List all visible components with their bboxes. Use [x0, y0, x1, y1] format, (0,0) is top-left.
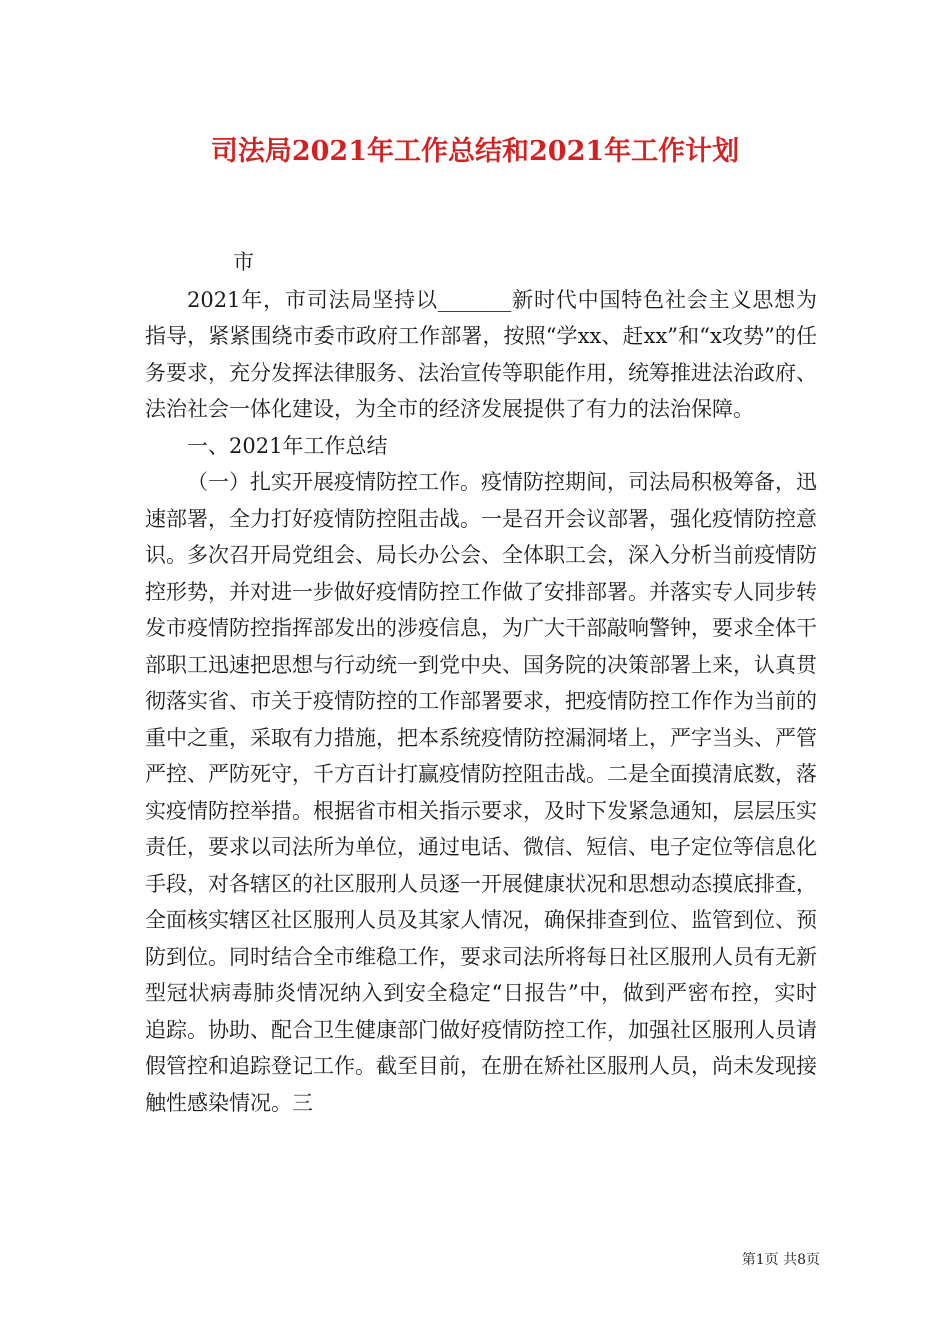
salutation: 市: [233, 250, 254, 274]
document-title: 司法局2021年工作总结和2021年工作计划: [210, 136, 740, 167]
page-number: 第1页 共8页: [741, 1252, 820, 1268]
body-paragraph: （一）扎实开展疫情防控工作。疫情防控期间，司法局积极筹备，迅速部署，全力打好疫情防控阻击战。一是召开会议部署，强化疫情防控意识。多次召开局党组会、局长办公会、全体职工会，深入分析当前疫情防控形势，并对进一步做好疫情防控工作做了安排部署。并落实专人同步转发市疫情防控指挥部发出的涉疫信息，为广大干部敲响警钟，要求全体干部职工迅速把思想与行动统一到党中央、国务院的决策部署上来，认真贯彻落实省、市关于疫情防控的工作部署要求，把疫情防控工作作为当前的重中之重，采取有力措施，把本系统疫情防控漏洞堵上，严字当头、严管严控、严防死守，千方百计打赢疫情防控阻击战。二是全面摸清底数，落实疫情防控举措。根据省市相关指示要求，及时下发紧急通知，层层压实责任，要求以司法所为单位，通过电话、微信、短信、电子定位等信息化手段，对各辖区的社区服刑人员逐一开展健康状况和思想动态摸底排查，全面核实辖区社区服刑人员及其家人情况，确保排查到位、监管到位、预防到位。同时结合全市维稳工作，要求司法所将每日社区服刑人员有无新型冠状病毒肺炎情况纳入到安全稳定“日报告”中，做到严密布控，实时追踪。协助、配合卫生健康部门做好疫情防控工作，加强社区服刑人员请假管控和追踪登记工作。截至目前，在册在矫社区服刑人员，尚未发现接触性感染情况。三: [145, 470, 817, 1115]
intro-paragraph: 2021年，市司法局坚持以_______新时代中国特色社会主义思想为指导，紧紧围绕市委市政府工作部署，按照“学xx、赶xx”和“x攻势”的任务要求，充分发挥法律服务、法治宣传等职能作用，统筹推进法治政府、法治社会一体化建设，为全市的经济发展提供了有力的法治保障。: [145, 287, 817, 421]
document-body: [145, 244, 817, 1121]
section-heading: 一、2021年工作总结: [187, 433, 388, 458]
